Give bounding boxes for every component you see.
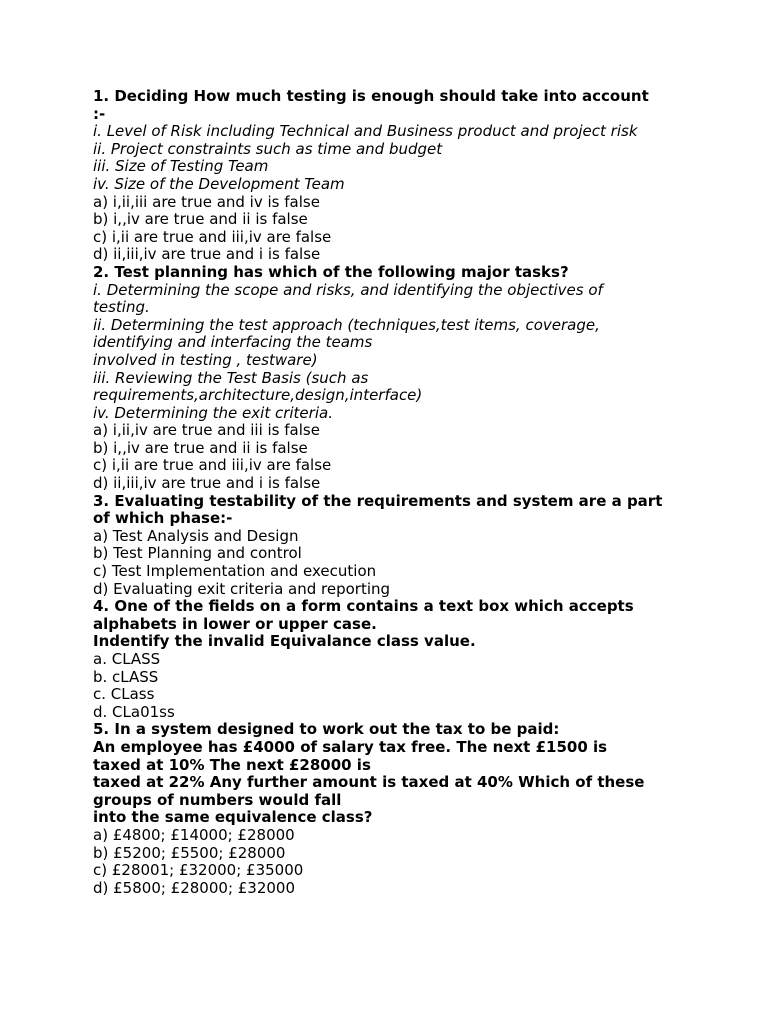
question-block (93, 721, 693, 897)
statement-line: involved in testing , testware) (93, 350, 318, 369)
statement-line: iii. Reviewing the Test Basis (such as (93, 368, 369, 387)
question-text-line: groups of numbers would fall (93, 790, 342, 809)
answer-option: d) Evaluating exit criteria and reporting (93, 579, 391, 598)
question-text-line: taxed at 10% The next £28000 is (93, 755, 371, 774)
question-text-line: taxed at 22% Any further amount is taxed at 40% Which of these (93, 773, 645, 792)
answer-option: b) i,,iv are true and ii is false (93, 438, 308, 457)
question-block (93, 264, 693, 493)
answer-option: d) ii,iii,iv are true and i is false (93, 245, 321, 264)
answer-option: a. CLASS (93, 650, 161, 668)
statement-line: identifying and interfacing the teams (93, 333, 373, 352)
statement-line: ii. Determining the test approach (techniques,test items, coverage, (93, 315, 600, 334)
statement-line: requirements,architecture,design,interface) (93, 386, 423, 405)
question-block (93, 598, 693, 721)
answer-option: b) £5200; £5500; £28000 (93, 843, 286, 862)
question-text-line: alphabets in lower or upper case. (93, 614, 377, 633)
answer-option: c. CLass (93, 685, 155, 704)
answer-option: c) i,ii are true and iii,iv are false (93, 456, 332, 475)
answer-option: c) Test Implementation and execution (93, 562, 377, 581)
answer-option: b) i,,iv are true and ii is false (93, 210, 308, 229)
question-block (93, 88, 693, 264)
question-text-line: 1. Deciding How much testing is enough should take into account (93, 87, 649, 105)
question-text-line: :- (93, 104, 106, 123)
question-text-line: An employee has £4000 of salary tax free. The next £1500 is (93, 737, 608, 756)
answer-option: a) Test Analysis and Design (93, 526, 299, 545)
answer-option: d. CLa01ss (93, 702, 175, 721)
statement-line: iv. Determining the exit criteria. (93, 403, 333, 422)
answer-option: d) ii,iii,iv are true and i is false (93, 474, 321, 493)
statement-line: i. Determining the scope and risks, and identifying the objectives of (93, 280, 603, 299)
answer-option: d) £5800; £28000; £32000 (93, 878, 296, 897)
question-text-line: of which phase:- (93, 509, 233, 528)
question-text-line: 2. Test planning has which of the following major tasks? (93, 262, 569, 281)
answer-option: a) £4800; £14000; £28000 (93, 825, 295, 844)
question-text-line: into the same equivalence class? (93, 808, 373, 827)
statement-line: iii. Size of Testing Team (93, 157, 269, 176)
question-text-line: 3. Evaluating testability of the requirements and system are a part (93, 491, 663, 510)
statement-line: iv. Size of the Development Team (93, 174, 345, 193)
question-block (93, 493, 693, 599)
answer-option: c) i,ii are true and iii,iv are false (93, 227, 332, 246)
answer-option: a) i,ii,iv are true and iii is false (93, 421, 320, 440)
answer-option: b) Test Planning and control (93, 544, 302, 563)
statement-line: ii. Project constraints such as time and budget (93, 139, 443, 158)
question-text-line: 4. One of the fields on a form contains a text box which accepts (93, 597, 634, 616)
statement-line: testing. (93, 298, 150, 317)
document-body (93, 88, 693, 897)
statement-line: i. Level of Risk including Technical and Business product and project risk (93, 122, 638, 141)
answer-option: a) i,ii,iii are true and iv is false (93, 192, 320, 211)
answer-option: b. cLASS (93, 667, 159, 686)
question-text-line: Indentify the invalid Equivalance class value. (93, 632, 476, 651)
answer-option: c) £28001; £32000; £35000 (93, 861, 304, 880)
question-text-line: 5. In a system designed to work out the tax to be paid: (93, 720, 560, 739)
